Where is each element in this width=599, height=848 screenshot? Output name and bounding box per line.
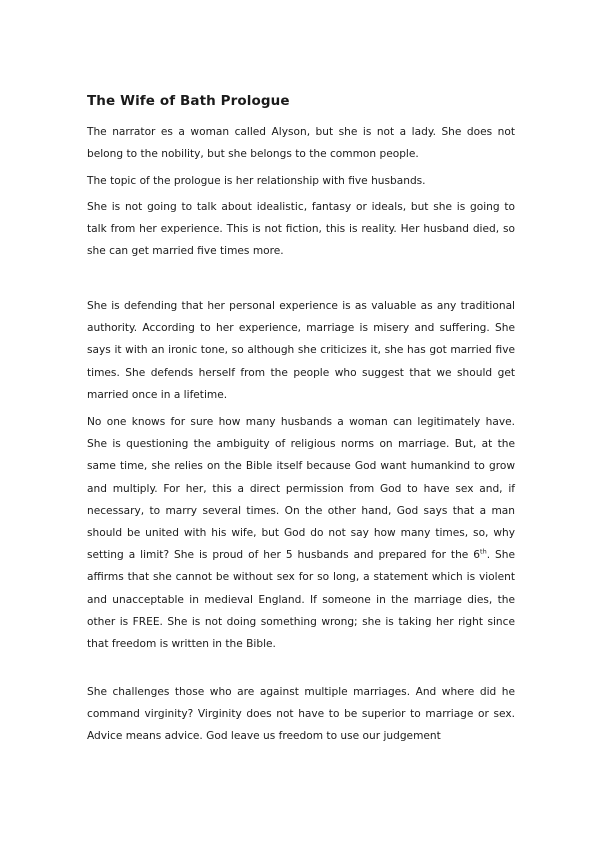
paragraph-5-text-a: No one knows for sure how many husbands a woman can legitimately have. She is questioning the ambiguity of religious norms on marriage. But, at the same time, she relies on the Bible itself because God want humankind to grow and multiply. For her, this a direct permission from God to have sex and, if necessary, to marry several times. On the other hand, God says that a man should be united with his wife, but God do not say how many times, so, why setting a limit? She is proud of her 5 husbands and prepared for the 6 [87,416,515,562]
paragraph-5-text-b: . She affirms that she cannot be without sex for so long, a statement which is violent and unacceptable in medieval England. If someone in the marriage dies, the other is FREE. She is not doing something wrong; she is taking her right since that freedom is written in the Bible. [87,549,515,651]
paragraph-6: She challenges those who are against multiple marriages. And where did he command virginity? Virginity does not have to be superior to marriage or sex. Advice means advice. God leave us freedom to use our judgement [87,686,515,743]
document-title: The Wife of Bath Prologue [87,93,290,109]
paragraph-3: She is not going to talk about idealistic, fantasy or ideals, but she is going to talk from her experience. This is not fiction, this is reality. Her husband died, so she can get married five times more. [87,201,515,258]
ordinal-superscript: th [480,547,487,556]
paragraph-4: She is defending that her personal experience is as valuable as any traditional authority. According to her experience, marriage is misery and suffering. She says it with an ironic tone, so although she criticizes it, she has got married five times. She defends herself from the people who suggest that we should get married once in a lifetime. [87,300,515,401]
paragraph-5 [87,411,515,655]
paragraph-2: The topic of the prologue is her relationship with five husbands. [87,175,426,187]
paragraph-1: The narrator es a woman called Alyson, but she is not a lady. She does not belong to the nobility, but she belongs to the common people. [87,126,515,161]
